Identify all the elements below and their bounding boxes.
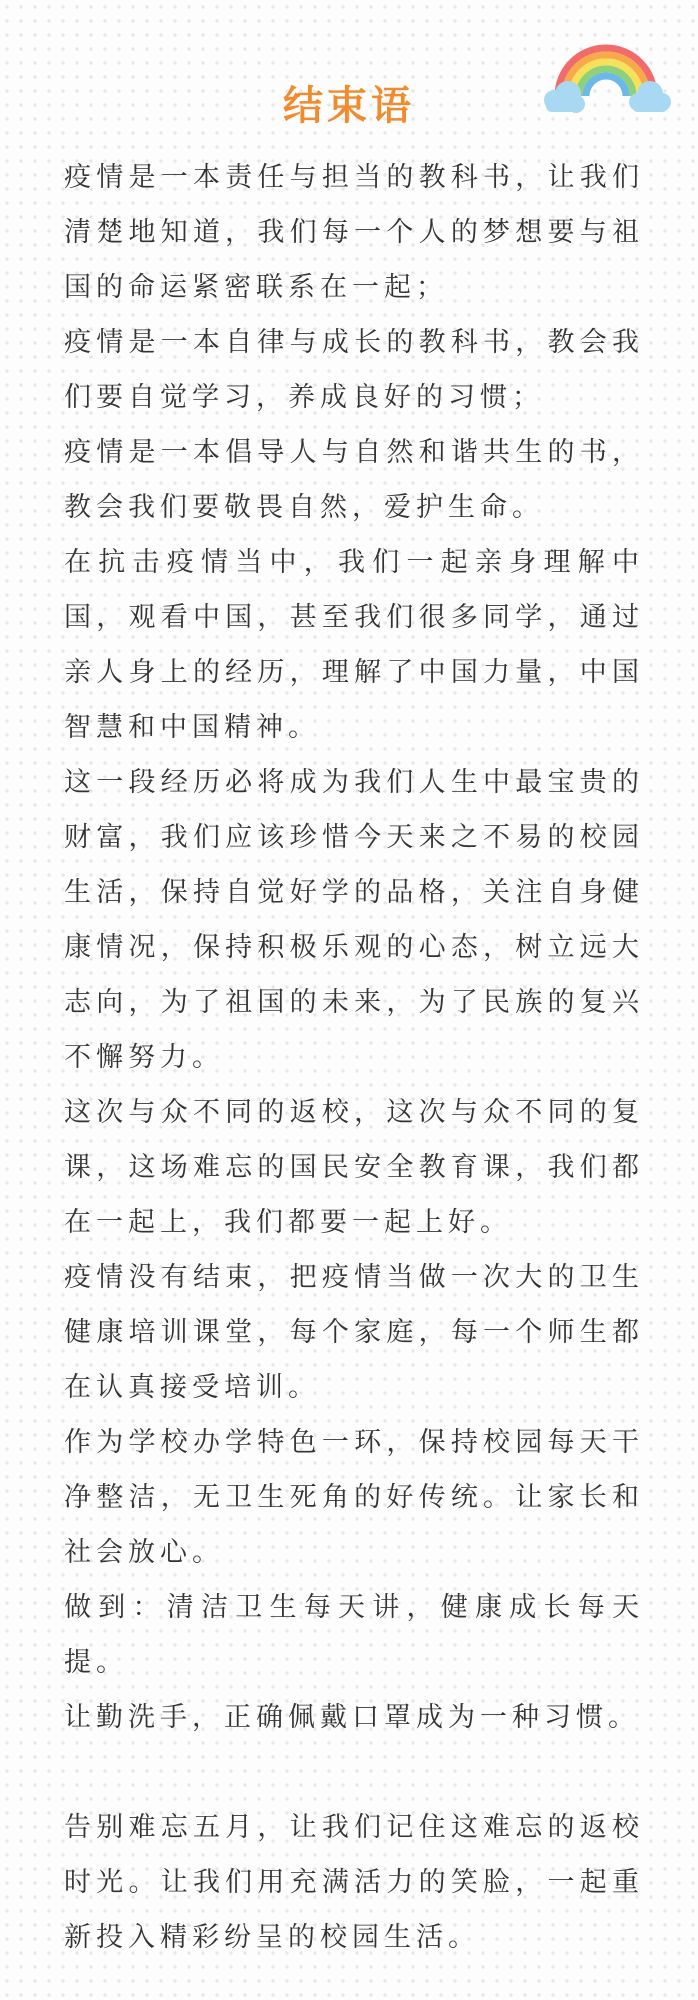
article-body [64, 150, 644, 1965]
paragraph-1: 疫情是一本责任与担当的教科书，让我们清楚地知道，我们每一个人的梦想要与祖国的命运紧密联系在一起； [64, 162, 644, 303]
paragraph-8: 作为学校办学特色一环，保持校园每天干净整洁，无卫生死角的好传统。让家长和社会放心。 [64, 1427, 644, 1568]
paragraph-11: 告别难忘五月，让我们记住这难忘的返校时光。让我们用充满活力的笑脸，一起重新投入精彩纷呈的校园生活。 [64, 1812, 644, 1953]
paragraph-6: 这次与众不同的返校，这次与众不同的复课，这场难忘的国民安全教育课，我们都在一起上，我们都要一起上好。 [64, 1097, 644, 1238]
page-title: 结束语 [283, 83, 415, 129]
paragraph-10: 让勤洗手，正确佩戴口罩成为一种习惯。 [64, 1702, 640, 1733]
spacer [64, 1745, 644, 1800]
paragraph-2: 疫情是一本自律与成长的教科书，教会我们要自觉学习，养成良好的习惯； [64, 327, 644, 413]
paragraph-7: 疫情没有结束，把疫情当做一次大的卫生健康培训课堂，每个家庭，每一个师生都在认真接受培训。 [64, 1262, 644, 1403]
paragraph-9: 做到：清洁卫生每天讲，健康成长每天提。 [64, 1592, 644, 1678]
paragraph-5: 这一段经历必将成为我们人生中最宝贵的财富，我们应该珍惜今天来之不易的校园生活，保持自觉好学的品格，关注自身健康情况，保持积极乐观的心态，树立远大志向，为了祖国的未来，为了民族的复兴不懈努力。 [64, 767, 644, 1073]
paragraph-3: 疫情是一本倡导人与自然和谐共生的书，教会我们要敬畏自然，爱护生命。 [64, 437, 644, 523]
paragraph-4: 在抗击疫情当中，我们一起亲身理解中国，观看中国，甚至我们很多同学，通过亲人身上的经历，理解了中国力量，中国智慧和中国精神。 [64, 547, 644, 743]
